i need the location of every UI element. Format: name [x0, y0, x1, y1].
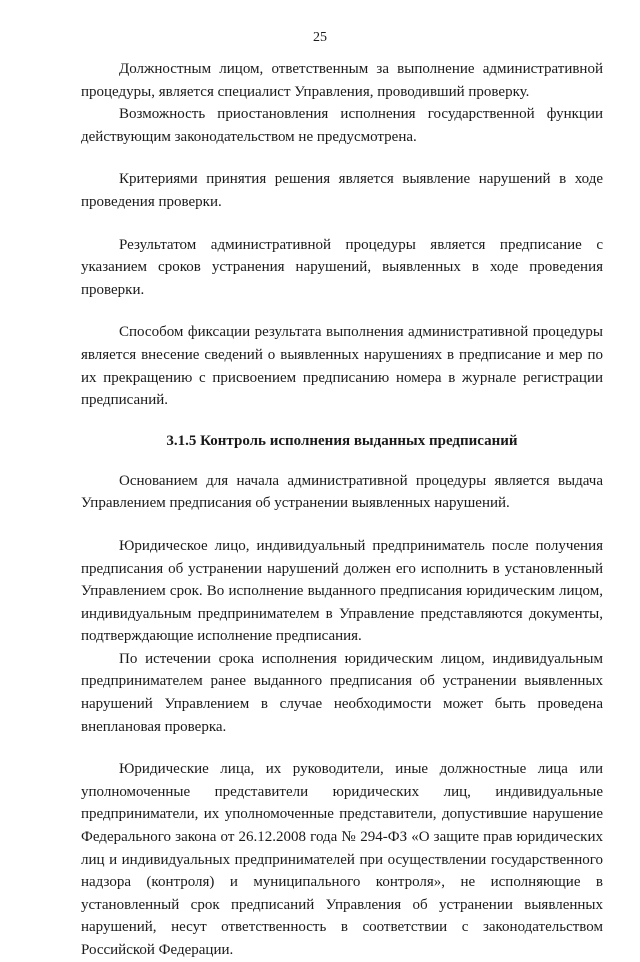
- section-heading: 3.1.5 Контроль исполнения выданных предписаний: [166, 432, 518, 449]
- paragraph-decision-criteria: Критериями принятия решения является выявление нарушений в ходе проведения проверки.: [81, 171, 603, 210]
- paragraph-unscheduled-inspection: По истечении срока исполнения юридическим лицом, индивидуальным предпринимателем ранее выданного предписания об устранении выявленных нарушений Управлением в случае необходимости может быть проведена внеплановая проверка.: [81, 650, 603, 735]
- paragraph-order-execution: Юридическое лицо, индивидуальный предприниматель после получения предписания об устранении нарушений должен его исполнить в установленный Управлением срок. Во исполнение выданного предписания юридическим лицом, индивидуальным предпринимателем в Управление представляются документы, подтверждающие исполнение предписания.: [81, 537, 603, 645]
- page-number: 25: [313, 30, 327, 45]
- paragraph-liability: Юридические лица, их руководители, иные должностные лица или уполномоченные представители юридических лиц, индивидуальные предприниматели, их уполномоченные представители, допустившие нарушение Федерального закона от 26.12.2008 года № 294-ФЗ «О защите прав юридических лиц и индивидуальных предпринимателей при осуществлении государственного надзора (контроля) и муниципального контроля», не исполняющие в установленный срок предписаний Управления об устранении выявленных нарушений, несут ответственность в соответствии с законодательством Российской Федерации.: [81, 761, 603, 958]
- paragraph-procedure-result: Результатом административной процедуры является предписание с указанием сроков устранения нарушений, выявленных в ходе проведения проверки.: [81, 236, 603, 298]
- paragraph-responsible-official: Должностным лицом, ответственным за выполнение административной процедуры, является специалист Управления, проводивший проверку.: [81, 61, 603, 100]
- document-body: [81, 58, 603, 962]
- paragraph-result-recording: Способом фиксации результата выполнения административной процедуры является внесение сведений о выявленных нарушениях в предписание и мер по их прекращению с присвоением предписанию номера в журнале регистрации предписаний.: [81, 324, 603, 409]
- paragraph-procedure-basis: Основанием для начала административной процедуры является выдача Управлением предписания об устранении выявленных нарушений.: [81, 472, 603, 512]
- paragraph-suspension: Возможность приостановления исполнения государственной функции действующим законодательством не предусмотрена.: [81, 106, 603, 145]
